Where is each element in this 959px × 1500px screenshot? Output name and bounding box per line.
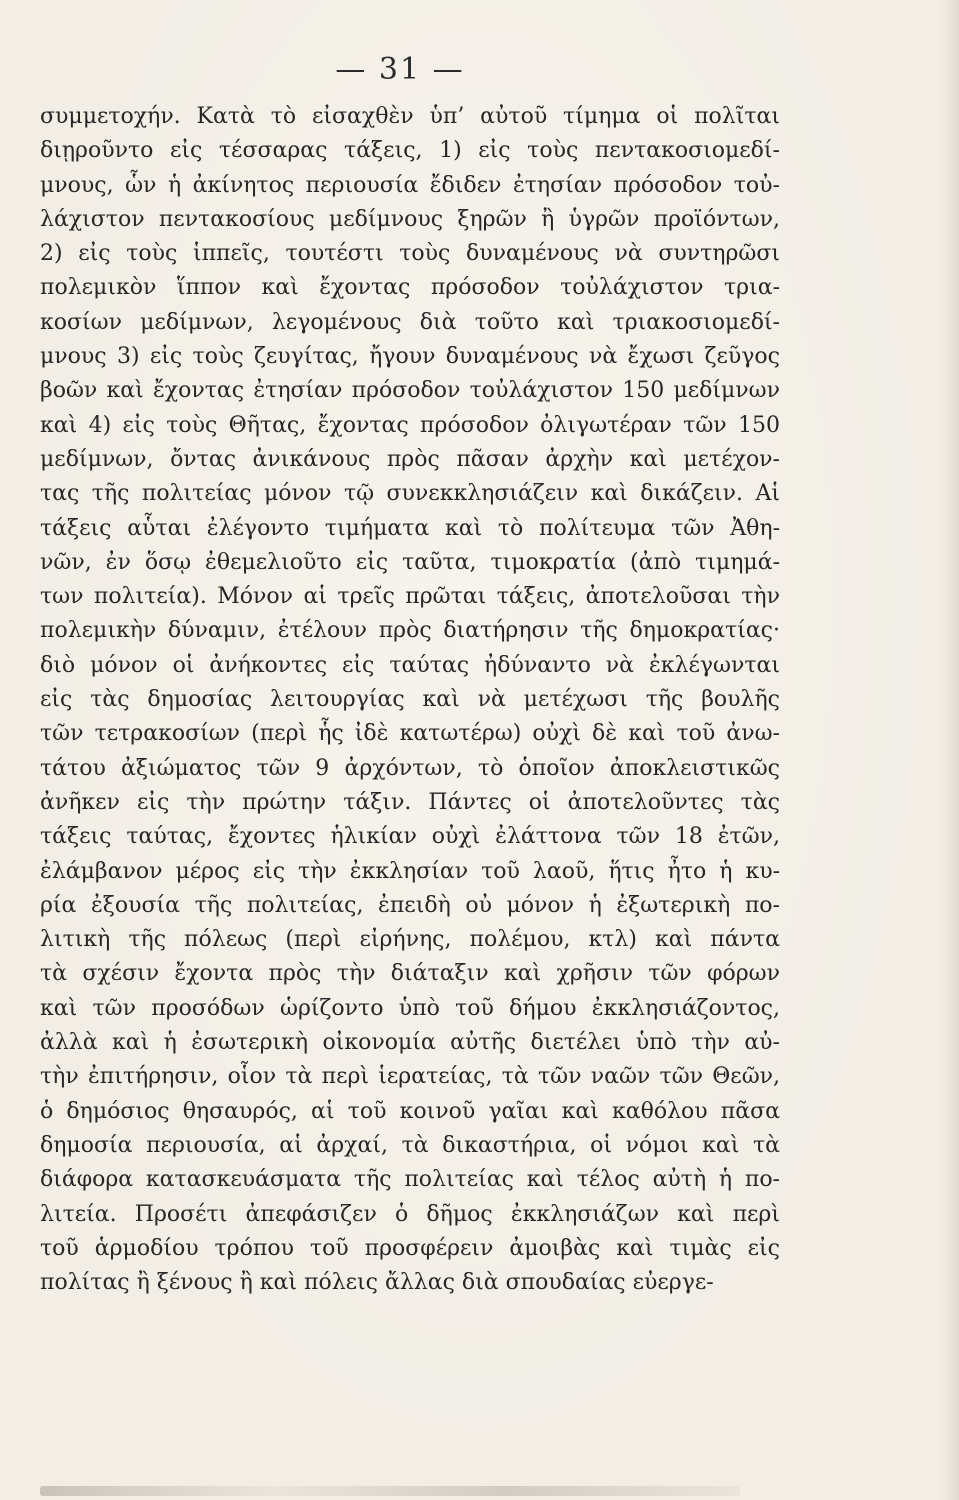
text-line: 2) εἰς τοὺς ἱππεῖς, τουτέστι τοὺς δυναμένους νὰ συντηρῶσι (40, 241, 780, 267)
text-line: πολεμικὴν δύναμιν, ἐτέλουν πρὸς διατήρησιν τῆς δημοκρατίας· (40, 618, 780, 644)
text-line: τοῦ ἁρμοδίου τρόπου τοῦ προσφέρειν ἀμοιβὰς καὶ τιμὰς εἰς (40, 1235, 780, 1261)
text-line: νῶν, ἐν ὅσῳ ἐθεμελιοῦτο εἰς ταῦτα, τιμοκρατία (ἀπὸ τιμημά- (40, 549, 780, 575)
text-line: τάτου ἀξιώματος τῶν 9 ἀρχόντων, τὸ ὁποῖον ἀποκλειστικῶς (40, 755, 780, 781)
text-line: τῶν τετρακοσίων (περὶ ἧς ἰδὲ κατωτέρω) οὐχὶ δὲ καὶ τοῦ ἀνω- (40, 721, 780, 747)
text-line: διῃροῦντο εἰς τέσσαρας τάξεις, 1) εἰς τοὺς πεντακοσιομεδί- (40, 138, 780, 164)
text-line: τας τῆς πολιτείας μόνον τῷ συνεκκλησιάζειν καὶ δικάζειν. Αἱ (40, 481, 780, 507)
page-number: — 31 — (335, 52, 465, 87)
text-line: μνους 3) εἰς τοὺς ζευγίτας, ἤγουν δυναμένους νὰ ἔχωσι ζεῦγος (40, 344, 780, 370)
text-line: μνους, ὧν ἡ ἀκίνητος περιουσία ἔδιδεν ἐτησίαν πρόσοδον τοὐ- (40, 172, 780, 198)
text-line: ἀλλὰ καὶ ἡ ἐσωτερικὴ οἰκονομία αὐτῆς διετέλει ὑπὸ τὴν αὐ- (40, 1030, 780, 1056)
text-line: τὴν ἐπιτήρησιν, οἷον τὰ περὶ ἱερατείας, τὰ τῶν ναῶν τῶν Θεῶν, (40, 1064, 780, 1090)
text-line: καὶ τῶν προσόδων ὡρίζοντο ὑπὸ τοῦ δήμου ἐκκλησιάζοντος, (40, 995, 780, 1021)
text-line: βοῶν καὶ ἔχοντας ἐτησίαν πρόσοδον τοὐλάχιστον 150 μεδίμνων (40, 378, 780, 404)
text-line: ἐλάμβανον μέρος εἰς τὴν ἐκκλησίαν τοῦ λαοῦ, ἥτις ἦτο ἡ κυ- (40, 858, 780, 884)
text-line: των πολιτεία). Μόνον αἱ τρεῖς πρῶται τάξεις, ἀποτελοῦσαι τὴν (40, 584, 780, 610)
text-line: εἰς τὰς δημοσίας λειτουργίας καὶ νὰ μετέχωσι τῆς βουλῆς (40, 687, 780, 713)
page-edge-shadow (941, 0, 959, 1500)
text-line: δημοσία περιουσία, αἱ ἀρχαί, τὰ δικαστήρια, οἱ νόμοι καὶ τὰ (40, 1132, 780, 1158)
bottom-edge-smudge (40, 1486, 740, 1496)
text-line: λάχιστον πεντακοσίους μεδίμνους ξηρῶν ἢ ὑγρῶν προϊόντων, (40, 206, 780, 232)
text-line: διάφορα κατασκευάσματα τῆς πολιτείας καὶ τέλος αὐτὴ ἡ πο- (40, 1167, 780, 1193)
text-line: λιτικὴ τῆς πόλεως (περὶ εἰρήνης, πολέμου, κτλ) καὶ πάντα (40, 927, 780, 953)
text-line: ἀνῆκεν εἰς τὴν πρώτην τάξιν. Πάντες οἱ ἀποτελοῦντες τὰς (40, 789, 780, 815)
text-line: λιτεία. Προσέτι ἀπεφάσιζεν ὁ δῆμος ἐκκλησιάζων καὶ περὶ (40, 1201, 780, 1227)
text-line: κοσίων μεδίμνων, λεγομένους διὰ τοῦτο καὶ τριακοσιομεδί- (40, 309, 780, 335)
text-line: πολεμικὸν ἵππον καὶ ἔχοντας πρόσοδον τοὐλάχιστον τρια- (40, 275, 780, 301)
text-line: μεδίμνων, ὄντας ἀνικάνους πρὸς πᾶσαν ἀρχὴν καὶ μετέχον- (40, 446, 780, 472)
body-text (40, 100, 780, 1300)
text-line: τὰ σχέσιν ἔχοντα πρὸς τὴν διάταξιν καὶ χρῆσιν τῶν φόρων (40, 961, 780, 987)
text-line: ὁ δημόσιος θησαυρός, αἱ τοῦ κοινοῦ γαῖαι καὶ καθόλου πᾶσα (40, 1098, 780, 1124)
text-line: καὶ 4) εἰς τοὺς Θῆτας, ἔχοντας πρόσοδον ὀλιγωτέραν τῶν 150 (40, 412, 780, 438)
text-line: διὸ μόνον οἱ ἀνήκοντες εἰς ταύτας ἠδύναντο νὰ ἐκλέγωνται (40, 652, 780, 678)
text-line: τάξεις ταύτας, ἔχοντες ἡλικίαν οὐχὶ ἐλάττονα τῶν 18 ἐτῶν, (40, 824, 780, 850)
text-line: συμμετοχήν. Κατὰ τὸ εἰσαχθὲν ὑπ’ αὐτοῦ τίμημα οἱ πολῖται (40, 104, 780, 129)
text-line: πολίτας ἢ ξένους ἢ καὶ πόλεις ἄλλας διὰ σπουδαίας εὐεργε- (40, 1270, 714, 1296)
text-line: τάξεις αὗται ἐλέγοντο τιμήματα καὶ τὸ πολίτευμα τῶν Ἀθη- (40, 515, 780, 541)
text-line: ρία ἐξουσία τῆς πολιτείας, ἐπειδὴ οὐ μόνον ἡ ἐξωτερικὴ πο- (40, 892, 780, 918)
